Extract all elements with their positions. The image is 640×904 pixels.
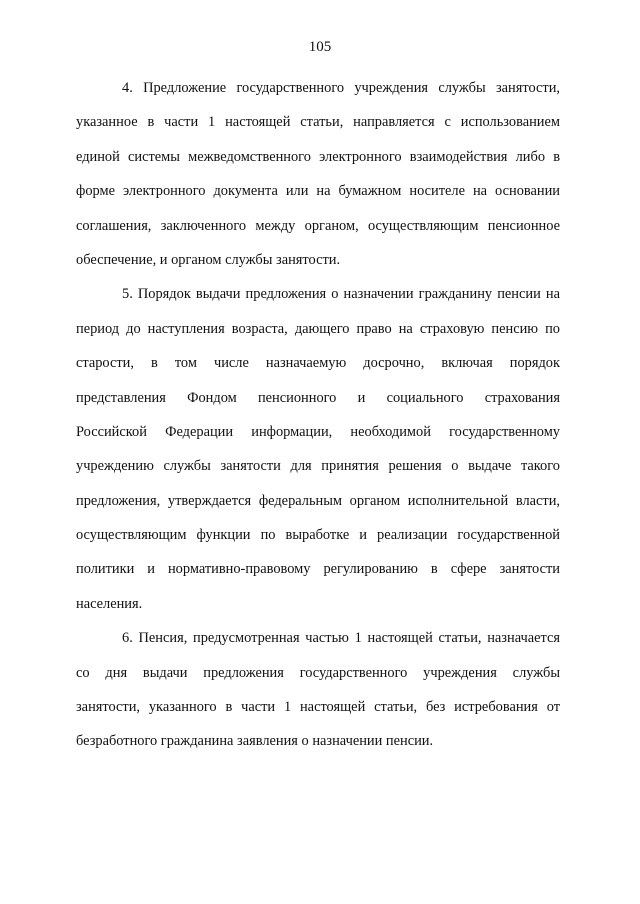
text-line: населения.	[76, 595, 143, 612]
document-body	[76, 73, 560, 761]
text-line: политики и нормативно-правовому регулированию в сфере занятости	[76, 561, 560, 578]
text-line: учреждению службы занятости для принятия решения о выдаче такого	[76, 458, 560, 475]
text-line: указанное в части 1 настоящей статьи, направляется с использованием	[76, 114, 560, 131]
page-number: 105	[308, 39, 332, 55]
text-line: обеспечение, и органом службы занятости.	[76, 251, 341, 268]
text-line: период до наступления возраста, дающего право на страховую пенсию по	[76, 320, 560, 337]
text-line: 5. Порядок выдачи предложения о назначении гражданину пенсии на	[122, 286, 560, 303]
paragraph-4	[76, 73, 560, 279]
text-line: осуществляющим функции по выработке и реализации государственной	[76, 527, 560, 544]
text-line: форме электронного документа или на бумажном носителе на основании	[76, 183, 560, 200]
text-line: 6. Пенсия, предусмотренная частью 1 настоящей статьи, назначается	[122, 630, 560, 647]
text-line: старости, в том числе назначаемую досрочно, включая порядок	[76, 355, 560, 372]
text-line: представления Фондом пенсионного и социального страхования	[76, 389, 560, 406]
text-line: единой системы межведомственного электронного взаимодействия либо в	[76, 148, 560, 165]
text-line: безработного гражданина заявления о назначении пенсии.	[76, 733, 434, 750]
paragraph-5	[76, 279, 560, 623]
text-line: занятости, указанного в части 1 настоящей статьи, без истребования от	[76, 699, 560, 716]
text-line: со дня выдачи предложения государственного учреждения службы	[76, 664, 560, 681]
text-line: соглашения, заключенного между органом, осуществляющим пенсионное	[76, 217, 560, 234]
text-line: 4. Предложение государственного учреждения службы занятости,	[122, 80, 560, 96]
text-line: Российской Федерации информации, необходимой государственному	[76, 423, 560, 440]
paragraph-6	[76, 623, 560, 761]
text-line: предложения, утверждается федеральным органом исполнительной власти,	[76, 492, 560, 509]
